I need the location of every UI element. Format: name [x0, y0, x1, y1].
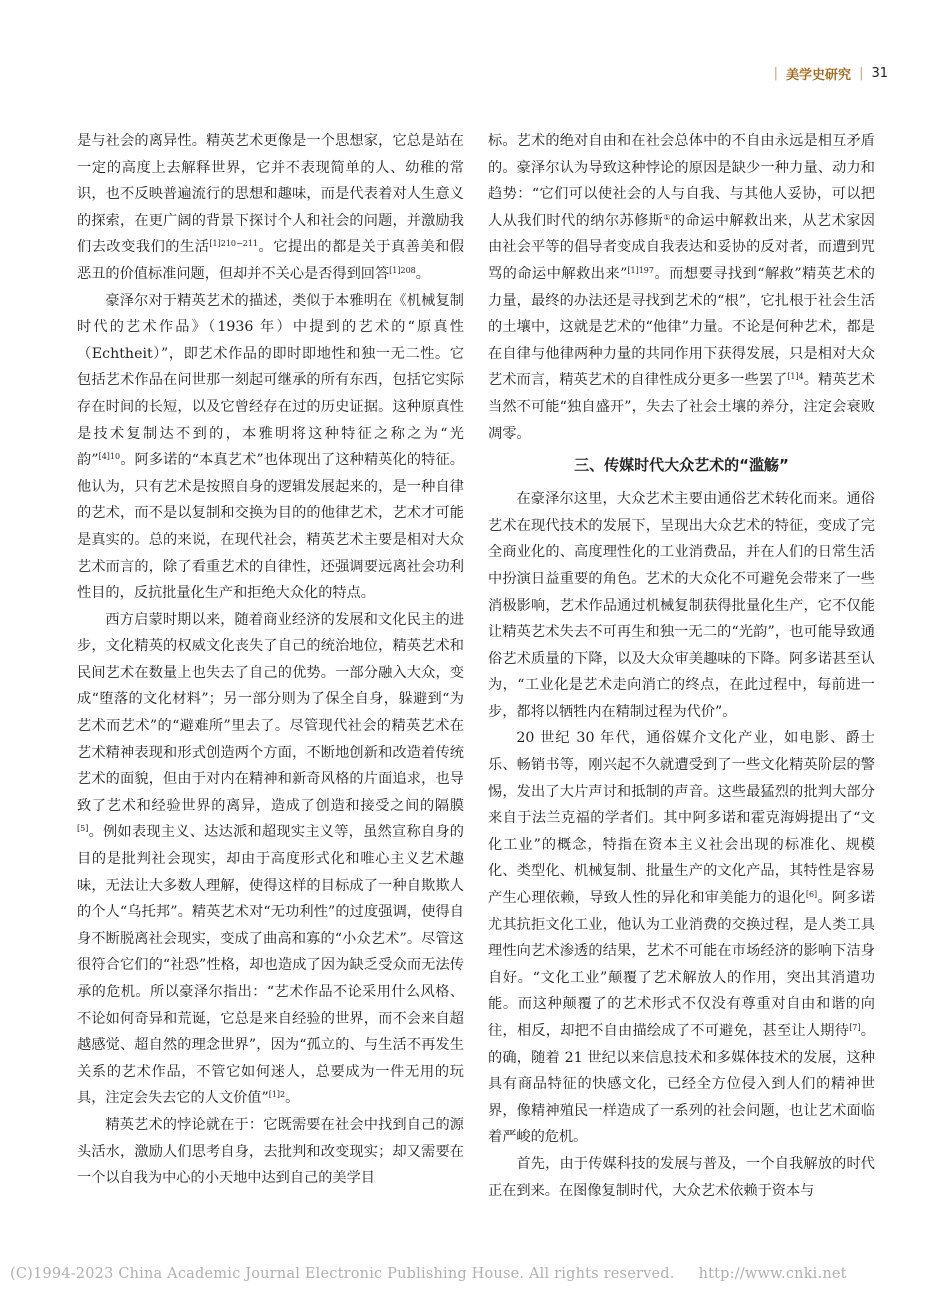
- left-column: [77, 128, 464, 1192]
- paragraph: 精英艺术的悖论就在于：它既需要在社会中找到自己的源头活水，激励人们思考自身，去批判和改变现实；却又需要在一个以自我为中心的小天地中达到自己的美学目: [77, 1116, 464, 1187]
- citation-ref: [4]10: [98, 452, 121, 462]
- paragraph: [77, 607, 464, 1112]
- copyright-watermark: [10, 1266, 940, 1282]
- text-run: 20 世纪 30 年代，通俗媒介文化产业，如电影、爵士乐、畅销书等，刚兴起不久就遭受到了一些文化精英阶层的警惕，发出了大片声讨和抵制的声音。这些最猛烈的批判大部分来自于法兰克福的学者们。其中阿多诺和霍克海姆提出了“文化工业”的概念，特指在资本主义社会出现的标准化、规模化、类型化、机械复制、批量生产的文化产品，其特性是容易产生心理依赖，导致人性的异化和审美能力的退化: [488, 730, 875, 907]
- paragraph: 在豪泽尔这里，大众艺术主要由通俗艺术转化而来。通俗艺术在现代技术的发展下，呈现出大众艺术的特征，变成了完全商业化的、高度理性化的工业消费品，并在人们的日常生活中扮演日益重要的角色。艺术的大众化不可避免会带来了一些消极影响，艺术作品通过机械复制获得批量化生产，它不仅能让精英艺术失去不可再生和独一无二的“光韵”，也可能导致通俗艺术质量的下降，以及大众审美趣味的下降。阿多诺甚至认为，“工业化是艺术走向消亡的终点，在此过程中，每前进一步，都将以牺牲内在精制过程为代价”。: [488, 491, 875, 720]
- text-run: 西方启蒙时期以来，随着商业经济的发展和文化民主的进步，文化精英的权威文化丧失了自己的统治地位，精英艺术和民间艺术在数量上也失去了自己的优势。一部分融入大众，变成“堕落的文化材料”；另一部分则为了保全自身，躲避到“为艺术而艺术”的“避难所”里去了。尽管现代社会的精英艺术在艺术精神表现和形式创造两个方面，不断地创新和改造着传统艺术的面貌，但由于对内在精神和新奇风格的片面追求，也导致了艺术和经验世界的离异，造成了创造和接受之间的隔膜: [77, 611, 464, 814]
- paragraph: [77, 128, 464, 288]
- text-run: 。它提出的都是关于真善美和假恶丑的价值标准问题，但却并不关心是否得到回答: [77, 239, 464, 282]
- section-heading: 三、传媒时代大众艺术的“滥觞”: [574, 456, 789, 475]
- citation-ref: [1]210−211: [209, 239, 258, 249]
- citation-ref: [6]: [805, 890, 818, 900]
- citation-ref: [1]197: [627, 265, 654, 275]
- journal-section-title: 美学史研究: [786, 68, 852, 83]
- citation-ref: [7]: [849, 1023, 861, 1032]
- text-run: 。精英艺术当然不可能“独自盛开”，失去了社会土壤的养分，注定会衰败凋零。: [488, 372, 875, 442]
- paragraph: 首先，由于传媒科技的发展与普及，一个自我解放的时代正在到来。在图像复制时代，大众艺术依赖于资本与: [488, 1155, 875, 1199]
- footnote-ref: ①: [663, 212, 671, 222]
- running-head-divider: |: [859, 66, 864, 81]
- text-run: 的命运中解救出来，从艺术家因由社会平等的倡导者变成自我表达和妥协的反对者，而遭到咒骂的命运中解救出来”: [488, 212, 875, 282]
- paragraph: [488, 128, 875, 447]
- text-run: 是与社会的离异性。精英艺术更像是一个思想家，它总是站在一定的高度上去解释世界，它并不表现简单的人、幼稚的常识，也不反映普遍流行的思想和趣味，而是代表着对人生意义的探索，在更广阔的背景下探讨个人和社会的问题，并激励我们去改变我们的生活: [77, 133, 464, 256]
- cnki-url: http://www.cnki.net: [698, 1266, 847, 1282]
- text-run: 。的确，随着 21 世纪以来信息技术和多媒体技术的发展，这种具有商品特征的快感文化，已经全方位侵入到人们的精神世界，像精神殖民一样造成了一系列的社会问题，也让艺术面临着严峻的危机。: [488, 1023, 875, 1146]
- citation-ref: [1]4: [787, 372, 804, 382]
- running-head-divider: |: [773, 66, 779, 81]
- right-column: [488, 128, 875, 1204]
- text-run: 。: [415, 265, 430, 282]
- citation-ref: [1]208: [389, 265, 416, 275]
- paragraph: [77, 288, 464, 607]
- text-run: 。而想要寻找到“解救”精英艺术的力量，最终的办法还是寻找到艺术的“根”，它扎根于社会生活的土壤中，这就是艺术的“他律”力量。不论是何种艺术，都是在自律与他律两种力量的共同作用下获得发展，只是相对大众艺术而言，精英艺术的自律性成分更多一些罢了: [488, 265, 875, 389]
- citation-ref: [5]: [77, 824, 89, 834]
- paragraph: [488, 725, 875, 1151]
- running-head: [774, 64, 888, 83]
- copyright-text: (C)1994-2023 China Academic Journal Electronic Publishing House. All rights reserved.: [10, 1266, 675, 1282]
- citation-ref: [1]2: [268, 1090, 286, 1100]
- text-run: 。阿多诺尤其抗拒文化工业，他认为工业消费的交换过程，是人类工具理性向艺术渗透的结果，艺术不可能在市场经济的影响下洁身自好。“文化工业”颠覆了艺术解放人的作用，突出其消遣功能。而这种颠覆了的艺术形式不仅没有尊重对自由和谐的向往，相反，却把不自由描绘成了不可避免，甚至让人期待: [488, 890, 875, 1039]
- text-run: 标。艺术的绝对自由和在社会总体中的不自由永远是相互矛盾的。豪泽尔认为导致这种悖论的原因是缺少一种力量、动力和趋势：“它们可以使社会的人与自我、与其他人妥协，可以把人从我们时代的纳尔苏修斯: [488, 133, 875, 229]
- text-run: 豪泽尔对于精英艺术的描述，类似于本雅明在《机械复制时代的艺术作品》（1936 年）中提到的艺术的“原真性（Echtheit）”，即艺术作品的即时即地性和独一无二性。它包括艺术作品在问世那一刻起可继承的所有东西，包括它实际存在时间的长短，以及它曾经存在过的历史证据。这种原真性是技术复制达不到的，本雅明将这种特征之称之为“光韵”: [77, 292, 464, 469]
- text-run: 。例如表现主义、达达派和超现实主义等，虽然宣称自身的目的是批判社会现实，却由于高度形式化和唯心主义艺术趣味，无法让大多数人理解，使得这样的目标成了一种自欺欺人的个人“乌托邦”。精英艺术对“无功利性”的过度强调，使得自身不断脱离社会现实，变成了曲高和寡的“小众艺术”。尽管这很符合它们的“社恐”性格，却也造成了因为缺乏受众而无法传承的危机。所以豪泽尔指出：“艺术作品不论采用什么风格、不论如何奇异和荒诞，它总是来自经验的世界，而不会来自超越感觉、超自然的理念世界”，因为“孤立的、与生活不再发生关系的艺术作品，不管它如何迷人，总要成为一件无用的玩具，注定会失去它的人文价值”: [77, 824, 464, 1107]
- text-run: 。: [285, 1090, 300, 1107]
- page-number: 31: [871, 66, 888, 81]
- text-run: 。阿多诺的“本真艺术”也体现出了这种精英化的特征。他认为，只有艺术是按照自身的逻辑发展起来的，是一种自律的艺术，而不是以复制和交换为目的的他律艺术，艺术才可能是真实的。总的来说，在现代社会，精英艺术主要是相对大众艺术而言的，除了看重艺术的自律性，还强调要远离社会功利性目的，反抗批量化生产和拒绝大众化的特点。: [77, 452, 464, 602]
